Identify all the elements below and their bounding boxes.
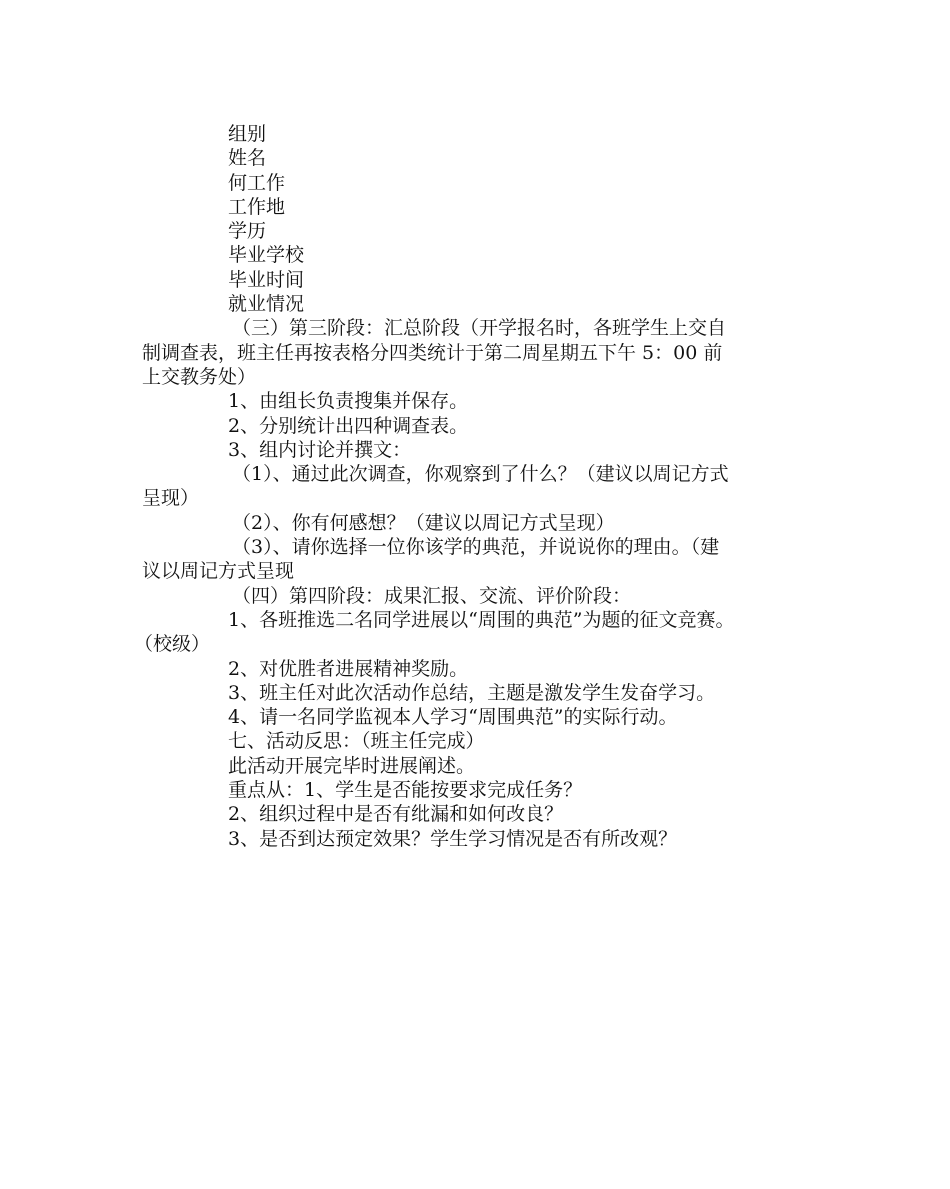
field-item: 组别 [228,123,267,145]
reflection-point: 3、是否到达预定效果？学生学习情况是否有所改观？ [228,827,678,850]
stage3-sub1-line1: （1）、通过此次调查，你观察到了什么？（建议以周记方式 [232,463,729,486]
field-item: 就业情况 [228,293,305,316]
stage3-item: 2、分别统计出四种调查表。 [228,414,469,437]
stage3-heading-line1: （三）第三阶段：汇总阶段（开学报名时，各班学生上交自 [232,317,727,340]
field-item: 学历 [228,220,267,243]
field-item: 姓名 [228,147,267,170]
field-item: 工作地 [228,195,286,218]
stage3-section [142,316,822,583]
survey-field-list [142,122,822,316]
reflection-section [142,729,822,850]
stage3-heading-line2: 制调查表，班主任再按表格分四类统计于第二周星期五下午 5：00 前 [142,341,723,364]
field-item: 毕业学校 [228,244,305,267]
stage4-item: 2、对优胜者进展精神奖励。 [228,657,469,680]
stage4-section [134,584,822,730]
stage3-sub3-line1: （3）、请你选择一位你该学的典范，并说说你的理由。（建 [232,536,720,559]
field-item: 何工作 [228,171,286,194]
stage4-item1-line1: 1、各班推选二名同学进展以“周围的典范”为题的征文竞赛。 [228,608,735,631]
stage3-sub3-line2: 议以周记方式呈现 [142,560,295,583]
reflection-point: 2、组织过程中是否有纰漏和如何改良？ [228,803,564,826]
stage3-heading-line3: 上交教务处） [142,365,257,388]
reflection-intro: 此活动开展完毕时进展阐述。 [228,754,476,777]
reflection-heading: 七、活动反思：（班主任完成） [228,730,485,753]
stage3-sub1-line2: 呈现） [142,487,200,510]
stage4-item: 3、班主任对此次活动作总结，主题是激发学生发奋学习。 [228,681,716,704]
stage3-item: 1、由组长负责搜集并保存。 [228,390,469,413]
reflection-point: 重点从：1、学生是否能按要求完成任务？ [228,779,583,802]
stage4-item1-line2: （校级） [134,633,211,656]
stage4-heading: （四）第四阶段：成果汇报、交流、评价阶段： [232,584,632,607]
field-item: 毕业时间 [228,268,305,291]
stage3-item: 3、组内讨论并撰文： [228,438,412,461]
stage4-item: 4、请一名同学监视本人学习“周围典范”的实际行动。 [228,706,678,729]
document-body [134,122,822,851]
stage3-sub2: （2）、你有何感想？（建议以周记方式呈现） [232,511,615,534]
